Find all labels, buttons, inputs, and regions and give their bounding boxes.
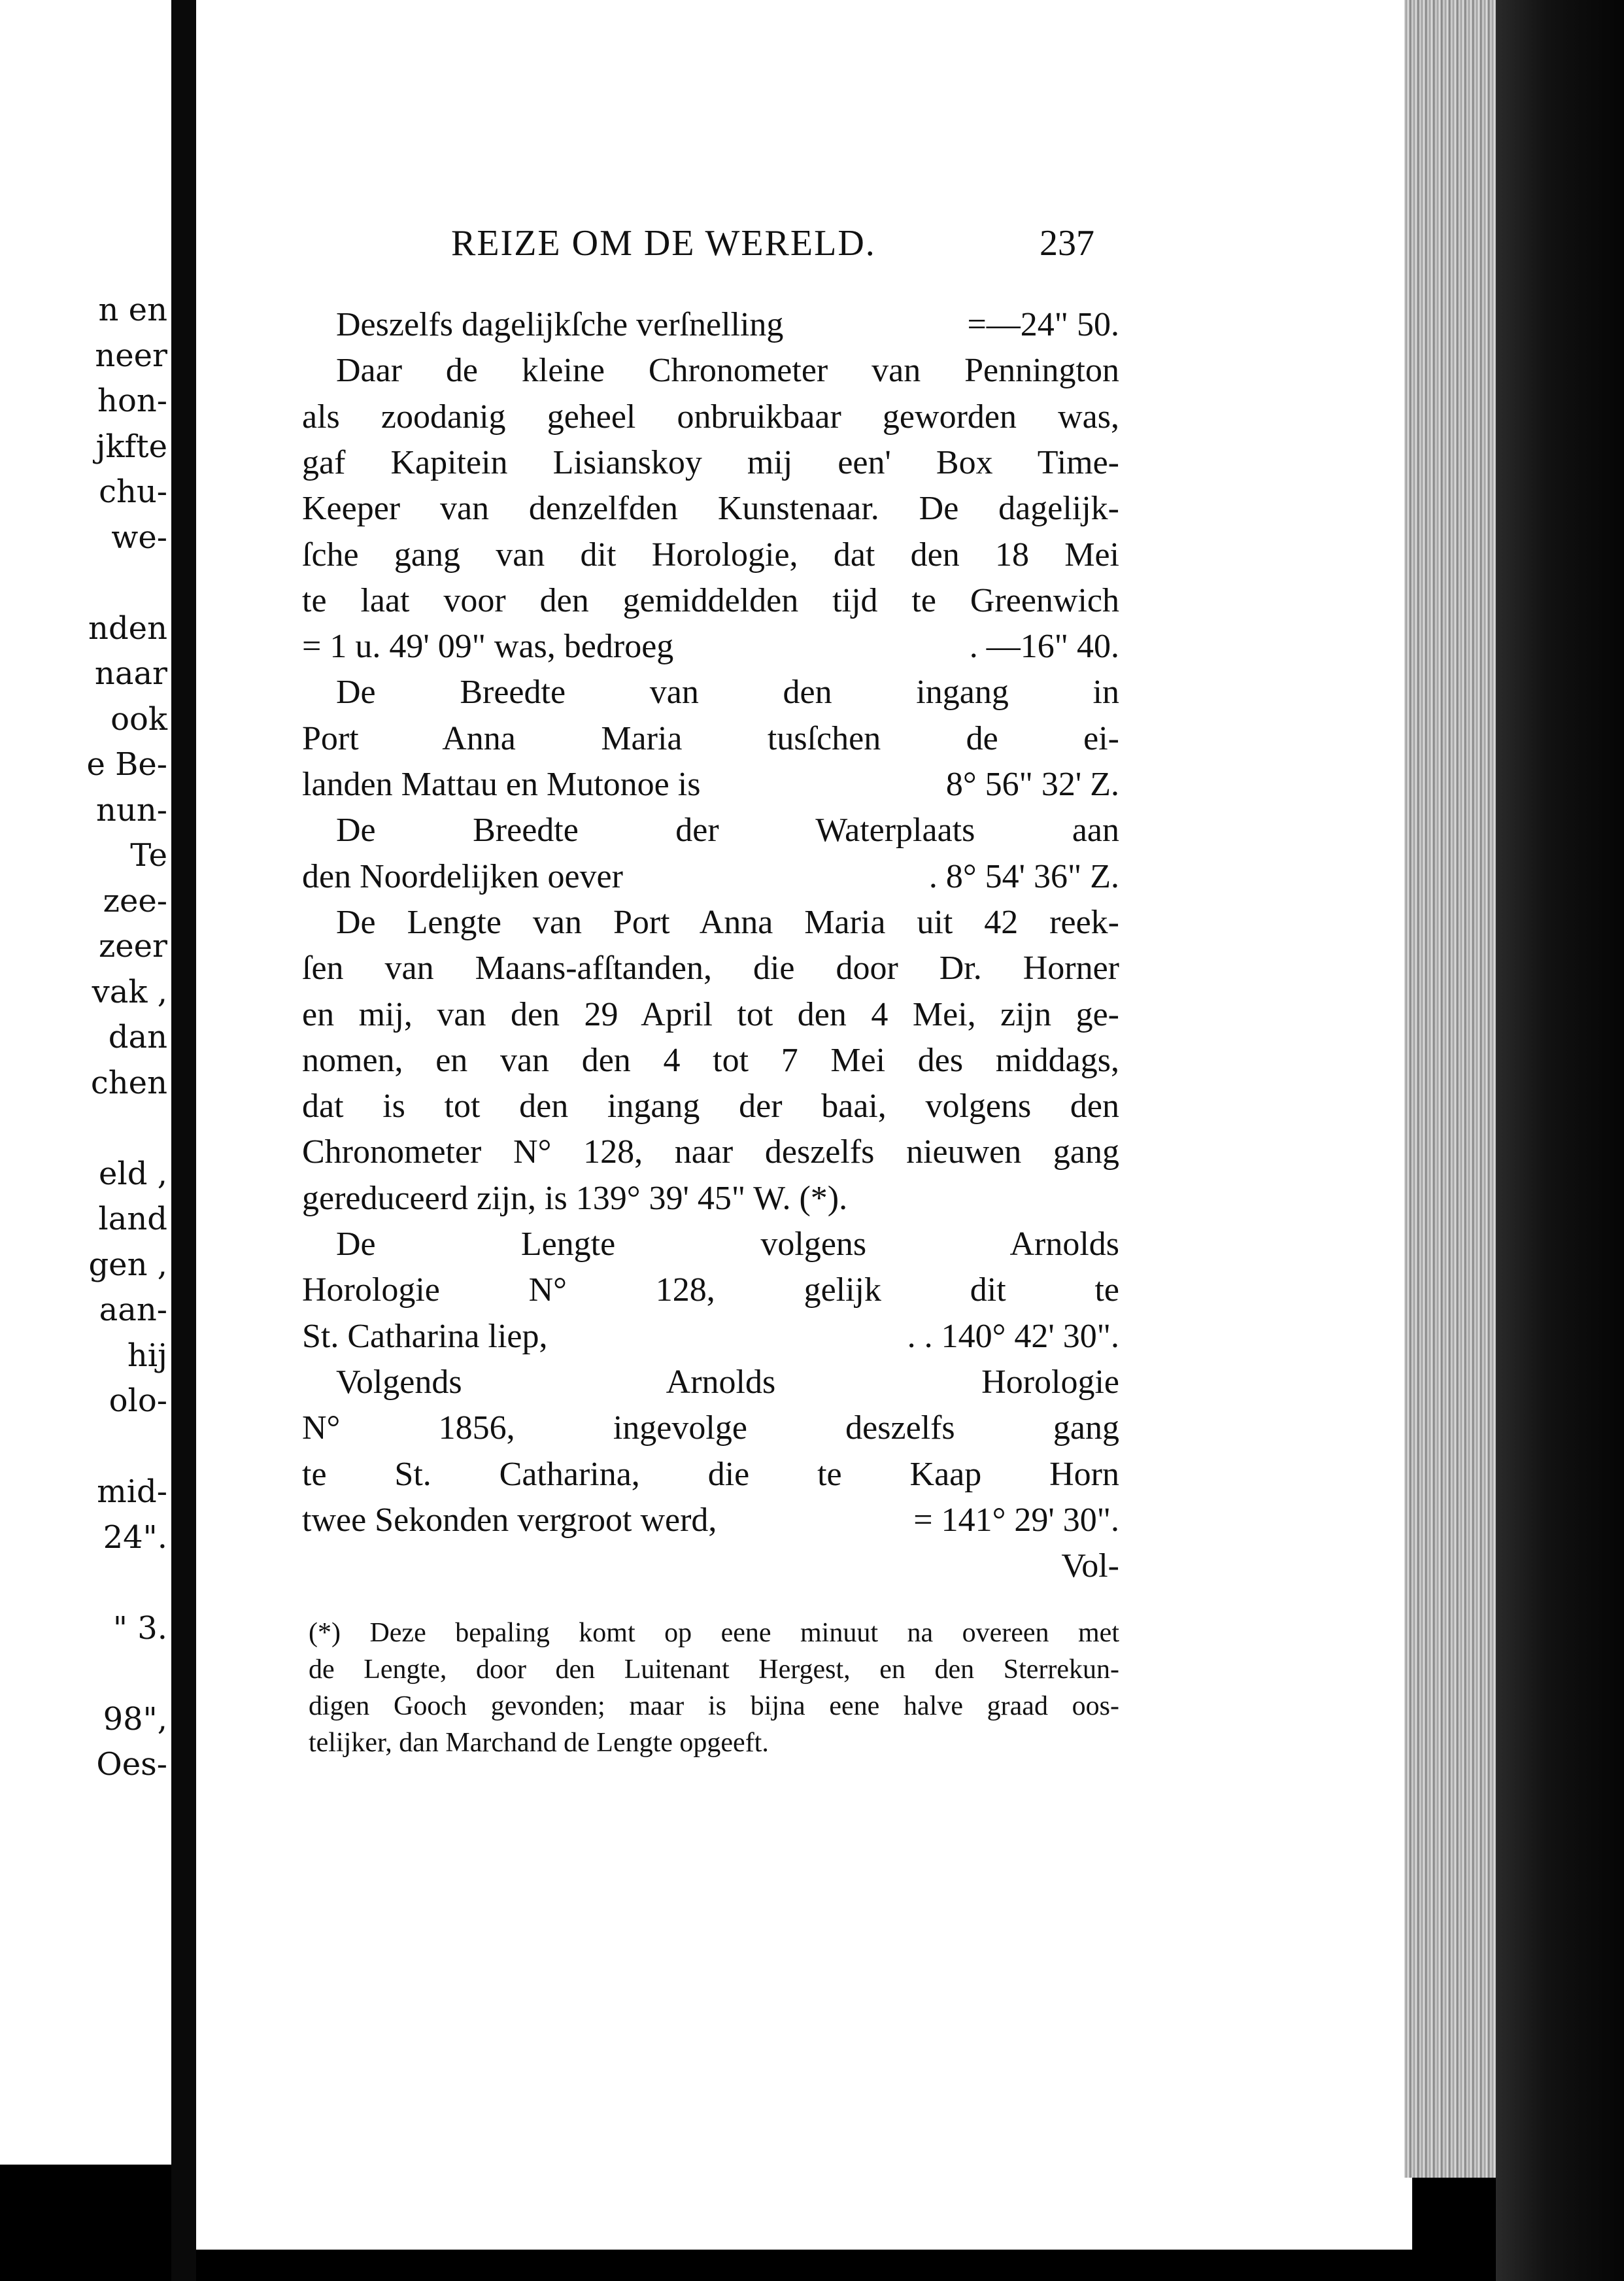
line-text: Daar de kleine Chronometer van Pennington [336,352,1119,390]
text-line [302,532,1119,578]
left-fragment-line: land [98,1201,167,1237]
left-fragment-line: dan [108,1019,167,1055]
running-head: REIZE OM DE WERELD. [451,223,876,264]
left-fragment-line: gen , [88,1246,167,1283]
left-fragment-line: vak , [92,973,167,1010]
text-line [302,302,1119,348]
line-text: nomen, en van den 4 tot 7 Mei des middags, [302,1041,1119,1079]
text-line [302,1314,1119,1360]
footnote-text: telijker, dan Marchand de Lengte opgeeft. [309,1728,769,1758]
left-fragment-line: naar [94,655,167,692]
left-fragment-line: 98", [103,1700,167,1738]
page-edges [1404,0,1496,2178]
text-line [302,808,1119,853]
text-line [302,578,1119,624]
left-fragment-line: nden [88,609,167,647]
text-line [302,854,1119,900]
left-fragment-line: hij [127,1337,167,1374]
line-text: dat is tot den ingang der baai, volgens den [302,1088,1119,1125]
text-line [302,1267,1119,1313]
line-value: =—24" 50. [967,306,1119,343]
left-fragment-line: neer [95,337,167,374]
line-text: en mij, van den 29 April tot den 4 Mei, zijn ge- [302,995,1119,1033]
line-text: twee Sekonden vergroot werd, [302,1501,717,1539]
footnote-text: de Lengte, door den Luitenant Hergest, en den Sterrekun- [309,1655,1119,1685]
left-fragment-line: eld , [99,1155,167,1192]
line-text: De Lengte volgens Arnolds [336,1226,1119,1263]
left-fragment-line: chu- [99,473,167,510]
left-fragment-line: olo- [109,1382,167,1419]
left-fragment-line: zeer [98,928,167,965]
line-value: . —16" 40. [969,628,1119,666]
text-line [302,992,1119,1038]
left-fragment-line [86,560,167,606]
footnote-line [309,1652,1119,1687]
line-text: De Lengte van Port Anna Maria uit 42 reek- [336,903,1119,941]
text-line [302,1405,1119,1451]
left-fragment-line: Oes- [96,1746,167,1783]
line-text: te St. Catharina, die te Kaap Horn [302,1455,1119,1493]
line-value: Vol- [1061,1547,1119,1585]
text-line [302,348,1119,394]
left-fragment-line: zee- [103,882,167,919]
left-fragment-line: 24". [103,1518,167,1556]
line-text: = 1 u. 49' 09" was, bedroeg [302,628,674,666]
left-fragment-line: ook [110,700,167,738]
text-line [302,440,1119,486]
footnote-line [309,1615,1119,1651]
page-number: 237 [1040,223,1094,264]
left-fragment-line: aan- [99,1292,167,1328]
left-fragment-line: mid- [97,1473,167,1510]
text-line [302,486,1119,532]
line-text: Volgends Arnolds Horologie [336,1363,1119,1401]
text-line [302,1222,1119,1267]
line-text: St. Catharina liep, [302,1317,548,1355]
text-line [302,394,1119,440]
text-line [302,1498,1119,1543]
text-line [302,670,1119,715]
text-line [302,624,1119,670]
left-fragment-line: nun- [96,791,167,829]
text-line [302,900,1119,946]
line-value: . 8° 54' 36" Z. [928,857,1119,895]
text-line [302,1543,1119,1589]
line-text: De Breedte van den ingang in [336,674,1119,712]
text-line [302,1360,1119,1405]
left-fragment-line: we- [111,519,167,556]
text-line [302,1129,1119,1175]
left-fragment-line: hon- [97,383,167,419]
left-fragment-line [86,1424,167,1470]
footnote-text: digen Gooch gevonden; maar is bijna eene halve graad oos- [309,1691,1119,1721]
text-line [302,946,1119,991]
left-fragment-line: e Be- [86,746,167,783]
left-page-line-fragments [86,288,167,1788]
left-fragment-line [86,1651,167,1697]
text-line [302,716,1119,762]
line-text: Deszelfs dagelijkſche verſnelling [336,306,784,343]
book-cover-edge [1496,0,1624,2281]
line-text: N° 1856, ingevolge deszelfs gang [302,1409,1119,1447]
line-text: Chronometer N° 128, naar deszelfs nieuwen gang [302,1133,1119,1171]
line-text: den Noordelijken oever [302,857,623,895]
left-fragment-line: n en [98,292,167,328]
text-line [302,762,1119,808]
text-line [302,1038,1119,1084]
book-gutter [171,0,196,2281]
left-fragment-line: chen [90,1064,167,1101]
footnote-text: (*) Deze bepaling komt op eene minuut na overeen met [309,1618,1119,1648]
line-text: Horologie N° 128, gelijk dit te [302,1271,1119,1309]
left-fragment-line [86,1560,167,1606]
left-page-fragment [0,0,171,2165]
line-text: landen Mattau en Mutonoe is [302,766,701,803]
left-fragment-line: jkfte [95,428,167,465]
footnote-line [309,1689,1119,1724]
text-line [302,1084,1119,1129]
left-fragment-line: " 3. [112,1609,167,1647]
line-text: als zoodanig geheel onbruikbaar geworden was, [302,398,1119,436]
line-value: . . 140° 42' 30". [907,1317,1119,1355]
line-text: te laat voor den gemiddelden tijd te Greenwich [302,581,1119,619]
text-line [302,1176,1119,1222]
line-text: Keeper van denzelfden Kunstenaar. De dagelijk- [302,490,1119,528]
line-text: gaf Kapitein Lisianskoy mij een' Box Time- [302,443,1119,481]
line-text: ſche gang van dit Horologie, dat den 18 Mei [302,536,1119,574]
text-line [302,1452,1119,1498]
line-text: Port Anna Maria tusſchen de ei- [302,719,1119,757]
line-text: De Breedte der Waterplaats aan [336,812,1119,849]
left-fragment-line: Te [130,837,167,874]
line-value: 8° 56" 32' Z. [945,766,1119,803]
left-fragment-line [86,1106,167,1152]
line-text: ſen van Maans-afſtanden, die door Dr. Horner [302,950,1119,987]
line-text: gereduceerd zijn, is 139° 39' 45" W. (*). [302,1179,848,1217]
line-value: = 141° 29' 30". [913,1501,1119,1539]
footnote-line [309,1725,1119,1760]
